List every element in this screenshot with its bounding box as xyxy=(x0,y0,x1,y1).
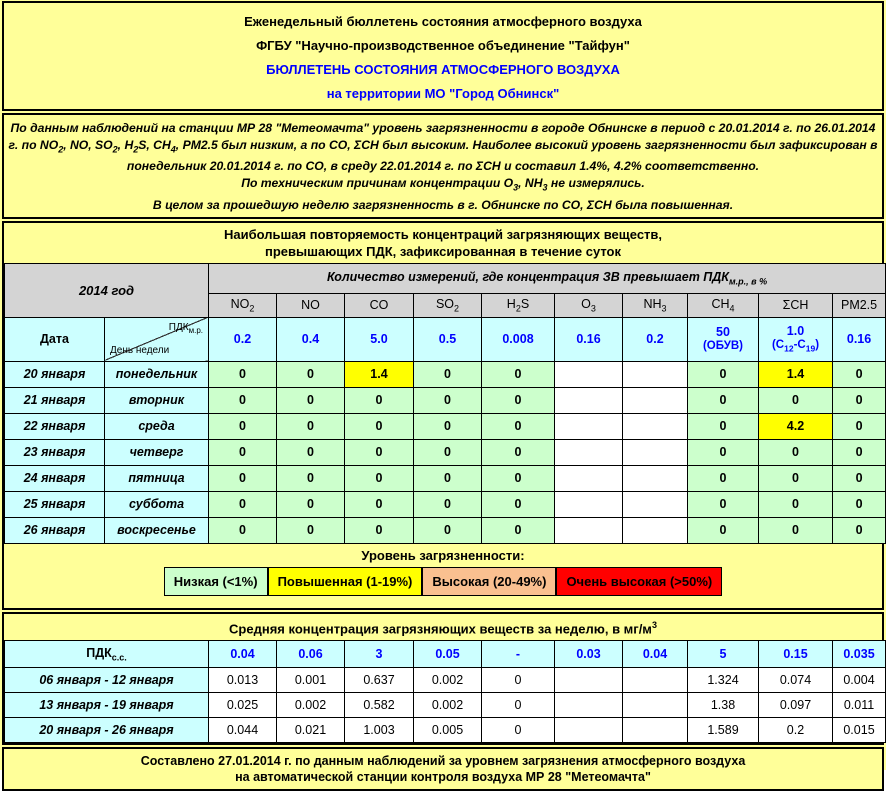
value-cell: 0 xyxy=(482,718,555,743)
pdk-ss-value-cell: - xyxy=(482,641,555,668)
value-cell: 0 xyxy=(277,361,345,387)
header-bulletin-title: БЮЛЛЕТЕНЬ СОСТОЯНИЯ АТМОСФЕРНОГО ВОЗДУХА xyxy=(266,62,620,77)
date-cell: 26 января xyxy=(5,517,105,543)
pdk-ss-value-cell: 0.04 xyxy=(623,641,688,668)
weekly-average-table xyxy=(4,640,886,743)
period-cell: 13 января - 19 января xyxy=(5,693,209,718)
empty-value-cell xyxy=(555,517,623,543)
legend-item: Очень высокая (>50%) xyxy=(556,567,722,596)
empty-value-cell xyxy=(555,387,623,413)
value-cell xyxy=(555,693,623,718)
footer-line2: на автоматической станции контроля воздуха МР 28 "Метеомачта" xyxy=(235,770,651,785)
pdk-value-line1: 50 xyxy=(716,325,730,340)
pdk-ss-value-cell: 0.06 xyxy=(277,641,345,668)
value-cell xyxy=(623,718,688,743)
empty-value-cell xyxy=(555,413,623,439)
value-cell: 4.2 xyxy=(759,413,833,439)
table-row xyxy=(5,517,886,543)
value-cell: 0.013 xyxy=(209,668,277,693)
value-cell xyxy=(623,668,688,693)
summary-line: По данным наблюдений на станции МР 28 "Метеомачта" уровень загрязненности в городе Обнинске в период с 20.01.2014 г. по 26.01.2014 г. по $NO_2$, NO, $SO_2$, $H_2S$, $CH_4$, PM2.5 был низким, а по СО, ΣСН был высоким. Наиболее высокий уровень загрязненности был зафиксирован в понедельник 20.01.2014 г. по СО, в среду 22.01.2014 г. по ΣСН и составил 1.4%, 4.2% соответственно. xyxy=(8,121,878,174)
value-cell: 0 xyxy=(277,491,345,517)
pdk-ss-value-cell: 0.05 xyxy=(414,641,482,668)
empty-value-cell xyxy=(623,413,688,439)
value-cell: 0 xyxy=(833,465,886,491)
value-cell: 0 xyxy=(833,387,886,413)
value-cell: 0 xyxy=(209,465,277,491)
day-cell: четверг xyxy=(105,439,209,465)
table-row xyxy=(5,465,886,491)
table-row xyxy=(5,718,886,743)
value-cell: 0 xyxy=(759,517,833,543)
value-cell: 0 xyxy=(759,491,833,517)
table-row xyxy=(5,668,886,693)
value-cell: 0 xyxy=(209,439,277,465)
pollutant-header-cell: $NH_3$ xyxy=(623,293,688,317)
pdk-mr-label: $ПДК_{м.р.}$ xyxy=(168,321,203,335)
exceedance-heading-line1: Наибольшая повторяемость концентраций загрязняющих веществ, xyxy=(223,226,663,242)
value-cell: 0 xyxy=(688,361,759,387)
pdk-ss-row xyxy=(5,641,886,668)
value-cell: 0.002 xyxy=(414,693,482,718)
value-cell: 0 xyxy=(833,517,886,543)
pdk-ss-value-cell: 5 xyxy=(688,641,759,668)
value-cell: 0 xyxy=(414,387,482,413)
pdk-value-cell xyxy=(345,317,414,361)
empty-value-cell xyxy=(623,517,688,543)
value-cell: 0 xyxy=(345,517,414,543)
value-cell: 0.637 xyxy=(345,668,414,693)
date-cell: 24 января xyxy=(5,465,105,491)
empty-value-cell xyxy=(623,465,688,491)
value-cell: 0 xyxy=(688,517,759,543)
summary-line: По техническим причинам концентрации $О_3$, $NH_3$ не измерялись. xyxy=(241,176,645,193)
value-cell: 0 xyxy=(345,413,414,439)
period-cell: 06 января - 12 января xyxy=(5,668,209,693)
value-cell: 0 xyxy=(688,387,759,413)
pollutant-header-cell: $SO_2$ xyxy=(414,293,482,317)
pdk-value-line1: 5.0 xyxy=(370,332,388,347)
value-cell: 1.003 xyxy=(345,718,414,743)
day-of-week-label: День недели xyxy=(110,344,170,356)
pdk-value-line1: 0.16 xyxy=(576,332,601,347)
pdk-value-cell xyxy=(833,317,886,361)
value-cell: 0 xyxy=(345,465,414,491)
pdk-value-line2: (ОБУВ) xyxy=(702,340,744,353)
weekly-average-heading-sup: 3 xyxy=(651,619,657,630)
value-cell: 0 xyxy=(482,413,555,439)
value-cell: 0 xyxy=(209,413,277,439)
value-cell: 0.002 xyxy=(277,693,345,718)
value-cell: 1.38 xyxy=(688,693,759,718)
value-cell: 0 xyxy=(759,465,833,491)
table-row xyxy=(5,387,886,413)
pdk-ss-value-cell: 0.035 xyxy=(833,641,886,668)
pdk-value-line2: $(C_{12}-C_{19})$ xyxy=(771,338,820,354)
document-header xyxy=(2,1,884,111)
value-cell: 0 xyxy=(759,439,833,465)
weekly-average-heading-text: Средняя концентрация загрязняющих веществ за неделю, в мг/м xyxy=(229,621,652,637)
date-cell: 22 января xyxy=(5,413,105,439)
empty-value-cell xyxy=(555,465,623,491)
pdk-value-cell xyxy=(759,317,833,361)
legend-item: Повышенная (1-19%) xyxy=(268,567,423,596)
pdk-value-cell xyxy=(414,317,482,361)
header-territory: на территории МО "Город Обнинск" xyxy=(326,86,560,101)
value-cell: 0.002 xyxy=(414,668,482,693)
value-cell: 0.582 xyxy=(345,693,414,718)
value-cell: 0 xyxy=(482,668,555,693)
empty-value-cell xyxy=(623,491,688,517)
value-cell: 0 xyxy=(414,491,482,517)
pollution-level-legend xyxy=(4,544,882,608)
header-org-name: ФГБУ "Научно-производственное объединение "Тайфун" xyxy=(256,38,630,53)
pollutant-header-cell: $H_2S$ xyxy=(482,293,555,317)
measurements-header-sub: м.р., в % xyxy=(728,276,768,287)
value-cell: 1.324 xyxy=(688,668,759,693)
value-cell: 0.011 xyxy=(833,693,886,718)
pdk-ss-value-cell: 3 xyxy=(345,641,414,668)
day-cell: понедельник xyxy=(105,361,209,387)
table-row xyxy=(5,693,886,718)
empty-value-cell xyxy=(623,387,688,413)
value-cell: 0 xyxy=(833,491,886,517)
pdk-value-line1: 0.5 xyxy=(438,332,457,347)
value-cell: 0 xyxy=(345,439,414,465)
value-cell: 0 xyxy=(833,439,886,465)
value-cell: 0 xyxy=(482,693,555,718)
legend-items xyxy=(4,567,882,596)
legend-title: Уровень загрязненности: xyxy=(361,547,525,563)
day-cell: воскресенье xyxy=(105,517,209,543)
pdk-value-cell xyxy=(623,317,688,361)
table-row xyxy=(5,439,886,465)
pdk-value-cell xyxy=(277,317,345,361)
value-cell: 0 xyxy=(414,413,482,439)
value-cell xyxy=(623,693,688,718)
date-cell: 21 января xyxy=(5,387,105,413)
pdk-value-line1: 0.008 xyxy=(502,332,534,347)
value-cell: 0 xyxy=(833,413,886,439)
weekly-average-section xyxy=(2,612,884,745)
value-cell: 0 xyxy=(833,361,886,387)
value-cell: 0 xyxy=(759,387,833,413)
value-cell: 0.015 xyxy=(833,718,886,743)
value-cell: 0 xyxy=(209,491,277,517)
value-cell: 0 xyxy=(414,361,482,387)
pdk-ss-label-cell: $ПДК_{с.с.}$ xyxy=(5,641,209,668)
value-cell: 1.4 xyxy=(759,361,833,387)
value-cell: 0.025 xyxy=(209,693,277,718)
period-cell: 20 января - 26 января xyxy=(5,718,209,743)
value-cell: 0.005 xyxy=(414,718,482,743)
document-footer xyxy=(2,747,884,791)
exceedance-heading xyxy=(4,223,882,263)
pollutant-header-cell: $CH_4$ xyxy=(688,293,759,317)
empty-value-cell xyxy=(555,361,623,387)
value-cell: 0 xyxy=(414,465,482,491)
empty-value-cell xyxy=(555,491,623,517)
date-cell: 20 января xyxy=(5,361,105,387)
value-cell: 0 xyxy=(209,517,277,543)
table-row xyxy=(5,413,886,439)
empty-value-cell xyxy=(623,361,688,387)
pdk-value-cell xyxy=(688,317,759,361)
diagonal-header-cell xyxy=(105,317,209,361)
value-cell: 1.589 xyxy=(688,718,759,743)
value-cell: 0 xyxy=(277,387,345,413)
value-cell: 0 xyxy=(345,491,414,517)
exceedance-section xyxy=(2,221,884,610)
pollutant-header-cell: ΣCH xyxy=(759,293,833,317)
value-cell: 0 xyxy=(277,465,345,491)
summary-line: В целом за прошедшую неделю загрязненность в г. Обнинске по СО, ΣСН была повышенная. xyxy=(152,197,734,212)
pollutant-header-cell: CO xyxy=(345,293,414,317)
value-cell: 0 xyxy=(482,517,555,543)
value-cell: 1.4 xyxy=(345,361,414,387)
value-cell: 0.074 xyxy=(759,668,833,693)
table-row xyxy=(5,491,886,517)
value-cell: 0 xyxy=(688,465,759,491)
table-row xyxy=(5,361,886,387)
pdk-value-line1: 0.2 xyxy=(233,332,252,347)
value-cell: 0 xyxy=(209,387,277,413)
value-cell: 0 xyxy=(482,387,555,413)
value-cell: 0.044 xyxy=(209,718,277,743)
pollutant-header-cell: PM2.5 xyxy=(833,293,886,317)
empty-value-cell xyxy=(623,439,688,465)
value-cell: 0.004 xyxy=(833,668,886,693)
date-cell: 25 января xyxy=(5,491,105,517)
date-header-label: Дата xyxy=(40,332,69,347)
pdk-ss-value-cell: 0.15 xyxy=(759,641,833,668)
value-cell: 0 xyxy=(209,361,277,387)
year-label: 2014 год xyxy=(78,282,135,298)
value-cell xyxy=(555,718,623,743)
value-cell: 0 xyxy=(414,517,482,543)
value-cell: 0 xyxy=(688,413,759,439)
date-header-cell xyxy=(5,317,105,361)
measurements-header-text: Количество измерений, где концентрация ЗВ превышает ПДК xyxy=(327,270,729,285)
table-header-row xyxy=(5,263,886,293)
empty-value-cell xyxy=(555,439,623,465)
measurements-header-cell xyxy=(209,263,886,293)
pdk-value-line1: 0.4 xyxy=(301,332,320,347)
legend-item: Высокая (20-49%) xyxy=(422,567,556,596)
day-cell: суббота xyxy=(105,491,209,517)
pdk-ss-value-cell: 0.03 xyxy=(555,641,623,668)
value-cell: 0 xyxy=(688,491,759,517)
value-cell: 0 xyxy=(482,465,555,491)
value-cell: 0.097 xyxy=(759,693,833,718)
date-cell: 23 января xyxy=(5,439,105,465)
value-cell: 0 xyxy=(277,413,345,439)
value-cell: 0 xyxy=(414,439,482,465)
year-cell xyxy=(5,263,209,317)
value-cell: 0 xyxy=(482,491,555,517)
value-cell: 0.001 xyxy=(277,668,345,693)
pdk-value-cell xyxy=(555,317,623,361)
pollutant-header-cell: $O_3$ xyxy=(555,293,623,317)
pdk-value-line1: 0.16 xyxy=(846,332,872,347)
day-cell: вторник xyxy=(105,387,209,413)
day-cell: пятница xyxy=(105,465,209,491)
value-cell xyxy=(555,668,623,693)
day-cell: среда xyxy=(105,413,209,439)
summary-paragraph xyxy=(8,120,878,214)
weekly-average-heading xyxy=(4,614,882,640)
value-cell: 0 xyxy=(482,361,555,387)
pdk-value-cell xyxy=(209,317,277,361)
exceedance-heading-line2: превышающих ПДК, зафиксированная в течение суток xyxy=(265,243,621,259)
header-title-weekly: Еженедельный бюллетень состояния атмосферного воздуха xyxy=(244,14,642,29)
pdk-value-line1: 1.0 xyxy=(786,323,805,338)
footer-line1: Составлено 27.01.2014 г. по данным наблюдений за уровнем загрязнения атмосферного воздуха xyxy=(140,754,746,769)
value-cell: 0.2 xyxy=(759,718,833,743)
pdk-value-cell xyxy=(482,317,555,361)
exceedance-table xyxy=(4,263,886,544)
value-cell: 0.021 xyxy=(277,718,345,743)
value-cell: 0 xyxy=(277,517,345,543)
pdk-ss-value-cell: 0.04 xyxy=(209,641,277,668)
value-cell: 0 xyxy=(277,439,345,465)
pollutant-header-cell: NO xyxy=(277,293,345,317)
value-cell: 0 xyxy=(688,439,759,465)
summary-text-box xyxy=(2,113,884,219)
pollutant-header-cell: $NO_2$ xyxy=(209,293,277,317)
value-cell: 0 xyxy=(482,439,555,465)
pdk-value-line1: 0.2 xyxy=(646,332,664,347)
legend-item: Низкая (<1%) xyxy=(164,567,268,596)
value-cell: 0 xyxy=(345,387,414,413)
pdk-row xyxy=(5,317,886,361)
